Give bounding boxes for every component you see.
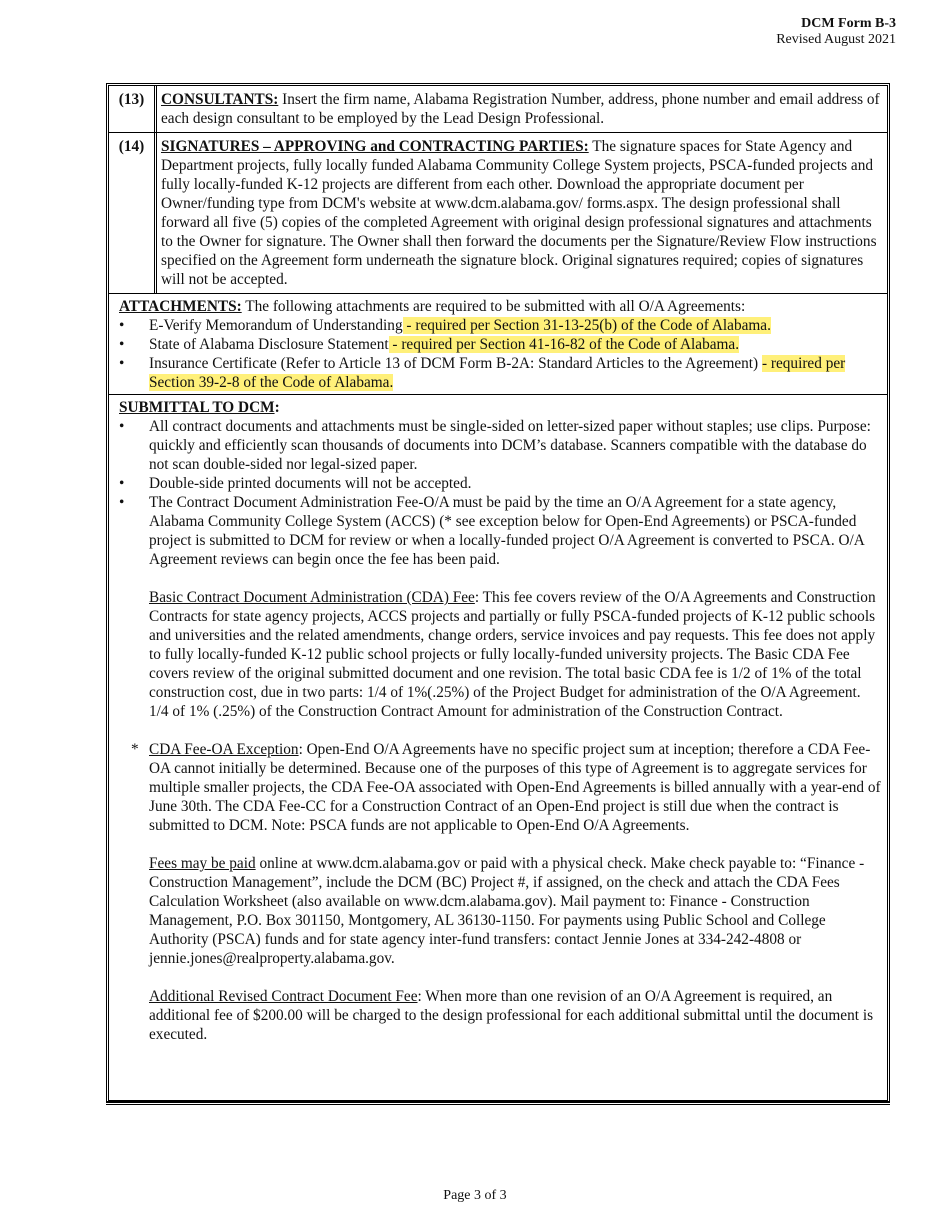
- submittal-item: • The Contract Document Administration Fee-O/A must be paid by the time an O/A Agreement for a state agency, Alabama Community College System (ACCS) (* see exception below for Open-End Agreements) or PSCA-funded project is submitted to DCM for review or when a locally-funded project O/A Agreement is converted to PSCA. O/A Agreement reviews can begin once the fee has been paid.: [119, 493, 881, 569]
- submittal-title-colon: :: [274, 399, 280, 416]
- basic-fee-paragraph: [119, 588, 881, 721]
- item-body: [157, 133, 887, 293]
- attachments-heading: [119, 297, 881, 316]
- attachment-text: Insurance Certificate (Refer to Article 13 of DCM Form B-2A: Standard Articles to the Agreement): [149, 355, 762, 372]
- attachment-text: State of Alabama Disclosure Statement: [149, 336, 389, 353]
- payment-paragraph: [119, 854, 881, 968]
- item-body: [157, 86, 887, 132]
- frame-bottom-rule: [106, 1101, 890, 1105]
- basic-fee-label: Basic Contract Document Administration (CDA) Fee: [149, 589, 475, 606]
- exception-paragraph: [119, 740, 881, 835]
- payment-text: online at www.dcm.alabama.gov or paid with a physical check. Make check payable to: “Finance - Construction Management”, include the DCM (BC) Project #, if assigned, on the check and attach the CDA Fees Calculation Worksheet (also available on www.dcm.alabama.gov). Mail payment to: Finance - Construction Management, P.O. Box 301150, Montgomery, AL 36130-1150. For payments using Public School and College Authority (PSCA) funds and for state agency inter-fund transfers: contact Jennie Jones at 334-242-4808 or jennie.jones@realproperty.alabama.gov.: [149, 855, 865, 967]
- item-13: [109, 86, 887, 133]
- exception-label: CDA Fee-OA Exception: [149, 741, 299, 758]
- attachments-list: [119, 316, 881, 392]
- additional-fee-text: : When more than one revision of an O/A Agreement is required, an additional fee of $200.00 will be charged to the design professional for each additional submittal until the document is executed.: [149, 988, 874, 1043]
- item-number: (13): [109, 86, 157, 132]
- item-number: (14): [109, 133, 157, 293]
- attachment-text: E-Verify Memorandum of Understanding: [149, 317, 403, 334]
- attachment-requirement: - required per Section 41-16-82 of the Code of Alabama.: [388, 336, 740, 353]
- item-text: Insert the firm name, Alabama Registration Number, address, phone number and email address of each design consultant to be employed by the Lead Design Professional.: [161, 91, 880, 127]
- payment-label: Fees may be paid: [149, 855, 256, 872]
- attachments-body: [109, 294, 887, 394]
- revision-date: Revised August 2021: [776, 32, 896, 47]
- additional-fee-paragraph: [119, 987, 881, 1044]
- submittal-section: [109, 395, 887, 1046]
- page-number: Page 3 of 3: [443, 1188, 507, 1203]
- attachment-requirement: - required per Section 31-13-25(b) of the Code of Alabama.: [402, 317, 771, 334]
- item-14: [109, 133, 887, 294]
- exception-text: : Open-End O/A Agreements have no specific project sum at inception; therefore a CDA Fee-OA cannot initially be determined. Because one of the purposes of this type of Agreement is to aggregate services for multiple smaller projects, the CDA Fee-OA associated with Open-End Agreements is billed annually with a year-end of June 30th. The CDA Fee-CC for a Construction Contract of an Open-End project is still due when the contract is submitted to DCM. Note: PSCA funds are not applicable to Open-End O/A Agreements.: [149, 741, 881, 834]
- attachment-item: [119, 335, 881, 354]
- attachments-intro: The following attachments are required to be submitted with all O/A Agreements:: [241, 298, 746, 315]
- form-id: DCM Form B-3: [801, 16, 896, 31]
- attachment-requirement: - required per Section 39-2-8 of the Code of Alabama.: [149, 355, 846, 391]
- item-title: SIGNATURES – APPROVING and CONTRACTING PARTIES:: [161, 138, 589, 155]
- additional-fee-label: Additional Revised Contract Document Fee: [149, 988, 418, 1005]
- submittal-heading: [119, 398, 881, 417]
- exception-marker: *: [131, 741, 139, 758]
- item-title: CONSULTANTS:: [161, 91, 279, 108]
- attachment-item: [119, 354, 881, 392]
- basic-fee-text: : This fee covers review of the O/A Agreements and Construction Contracts for state agency projects, ACCS projects and partially or fully PSCA-funded projects of K-12 public schools and universities and the related amendments, change orders, service invoices and pay requests. This fee does not apply to fully locally-funded K-12 public school projects or fully locally-funded university projects. The Basic CDA Fee covers review of the original submitted document and one revision. The total basic CDA fee is 1/2 of 1% of the total construction cost, due in two parts: 1/4 of 1%(.25%) of the Project Budget for administration of the O/A Agreement. 1/4 of 1% (.25%) of the Construction Contract Amount for administration of the Construction Contract.: [149, 589, 876, 720]
- attachments-section: [109, 294, 887, 395]
- form-frame: [106, 83, 890, 1103]
- attachment-item: [119, 316, 881, 335]
- item-text: The signature spaces for State Agency and Department projects, fully locally funded Alabama Community College System projects, PSCA-funded projects and fully locally-funded K-12 projects are different from each other. Download the appropriate document per Owner/funding type from DCM's website at www.dcm.alabama.gov/ forms.aspx. The design professional shall forward all five (5) copies of the completed Agreement with original design professional signatures and attachments to the Owner for signature. The Owner shall then forward the documents per the Signature/Review Flow instructions specified on the Agreement form underneath the signature block. Original signatures required; copies of signatures will not be accepted.: [161, 138, 877, 288]
- submittal-item: • All contract documents and attachments must be single-sided on letter-sized paper without staples; use clips. Purpose: quickly and efficiently scan thousands of documents into DCM’s database. Scanners compatible with the database do not scan double-sided nor legal-sized paper.: [119, 417, 881, 474]
- attachments-title: ATTACHMENTS:: [119, 298, 242, 315]
- submittal-title: SUBMITTAL TO DCM: [119, 399, 275, 416]
- submittal-item: • Double-side printed documents will not be accepted.: [119, 474, 881, 493]
- submittal-list: [119, 417, 881, 569]
- form-header: [776, 16, 896, 48]
